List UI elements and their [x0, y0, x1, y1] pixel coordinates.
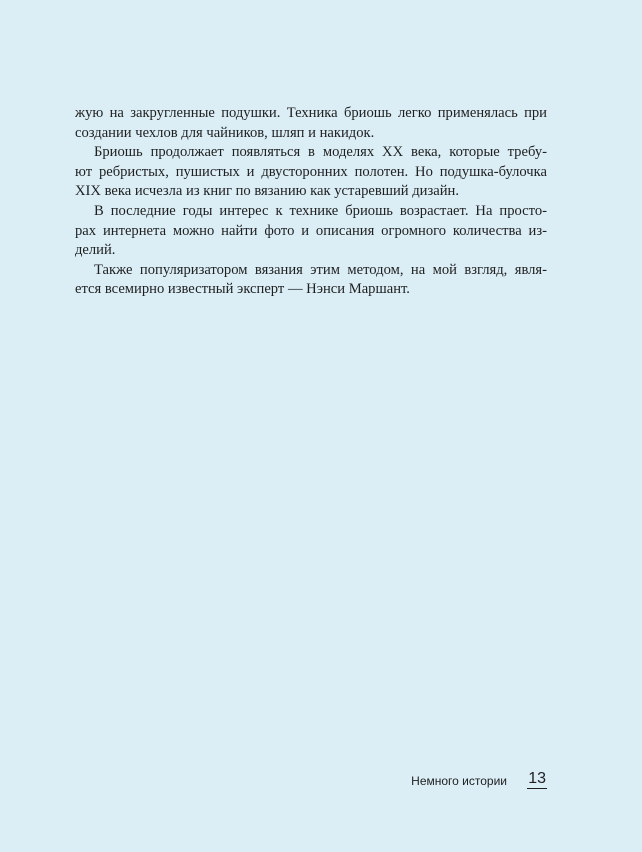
- text-line: жую на закругленные подушки. Техника бриошь легко применялась при: [75, 105, 547, 121]
- page-footer: [0, 770, 547, 792]
- text-line: XIX века исчезла из книг по вязанию как устаревший дизайн.: [75, 183, 459, 200]
- text-line: Также популяризатором вязания этим методом, на мой взгляд, явля-: [94, 261, 547, 278]
- page-number: 13: [528, 770, 546, 787]
- running-title: Немного истории: [411, 774, 507, 788]
- text-line: делий.: [75, 242, 116, 259]
- text-line: рах интернета можно найти фото и описания огромного количества из-: [75, 222, 547, 239]
- text-line: ют ребристых, пушистых и двусторонних полотен. Но подушка-булочка: [75, 163, 547, 180]
- text-line: Бриошь продолжает появляться в моделях XX века, которые требу-: [94, 144, 547, 161]
- text-line: В последние годы интерес к технике бриошь возрастает. На просто-: [94, 202, 547, 219]
- text-line: создании чехлов для чайников, шляп и накидок.: [75, 124, 375, 141]
- body-text: [75, 104, 547, 300]
- text-line: ется всемирно известный эксперт — Нэнси Маршант.: [75, 281, 410, 298]
